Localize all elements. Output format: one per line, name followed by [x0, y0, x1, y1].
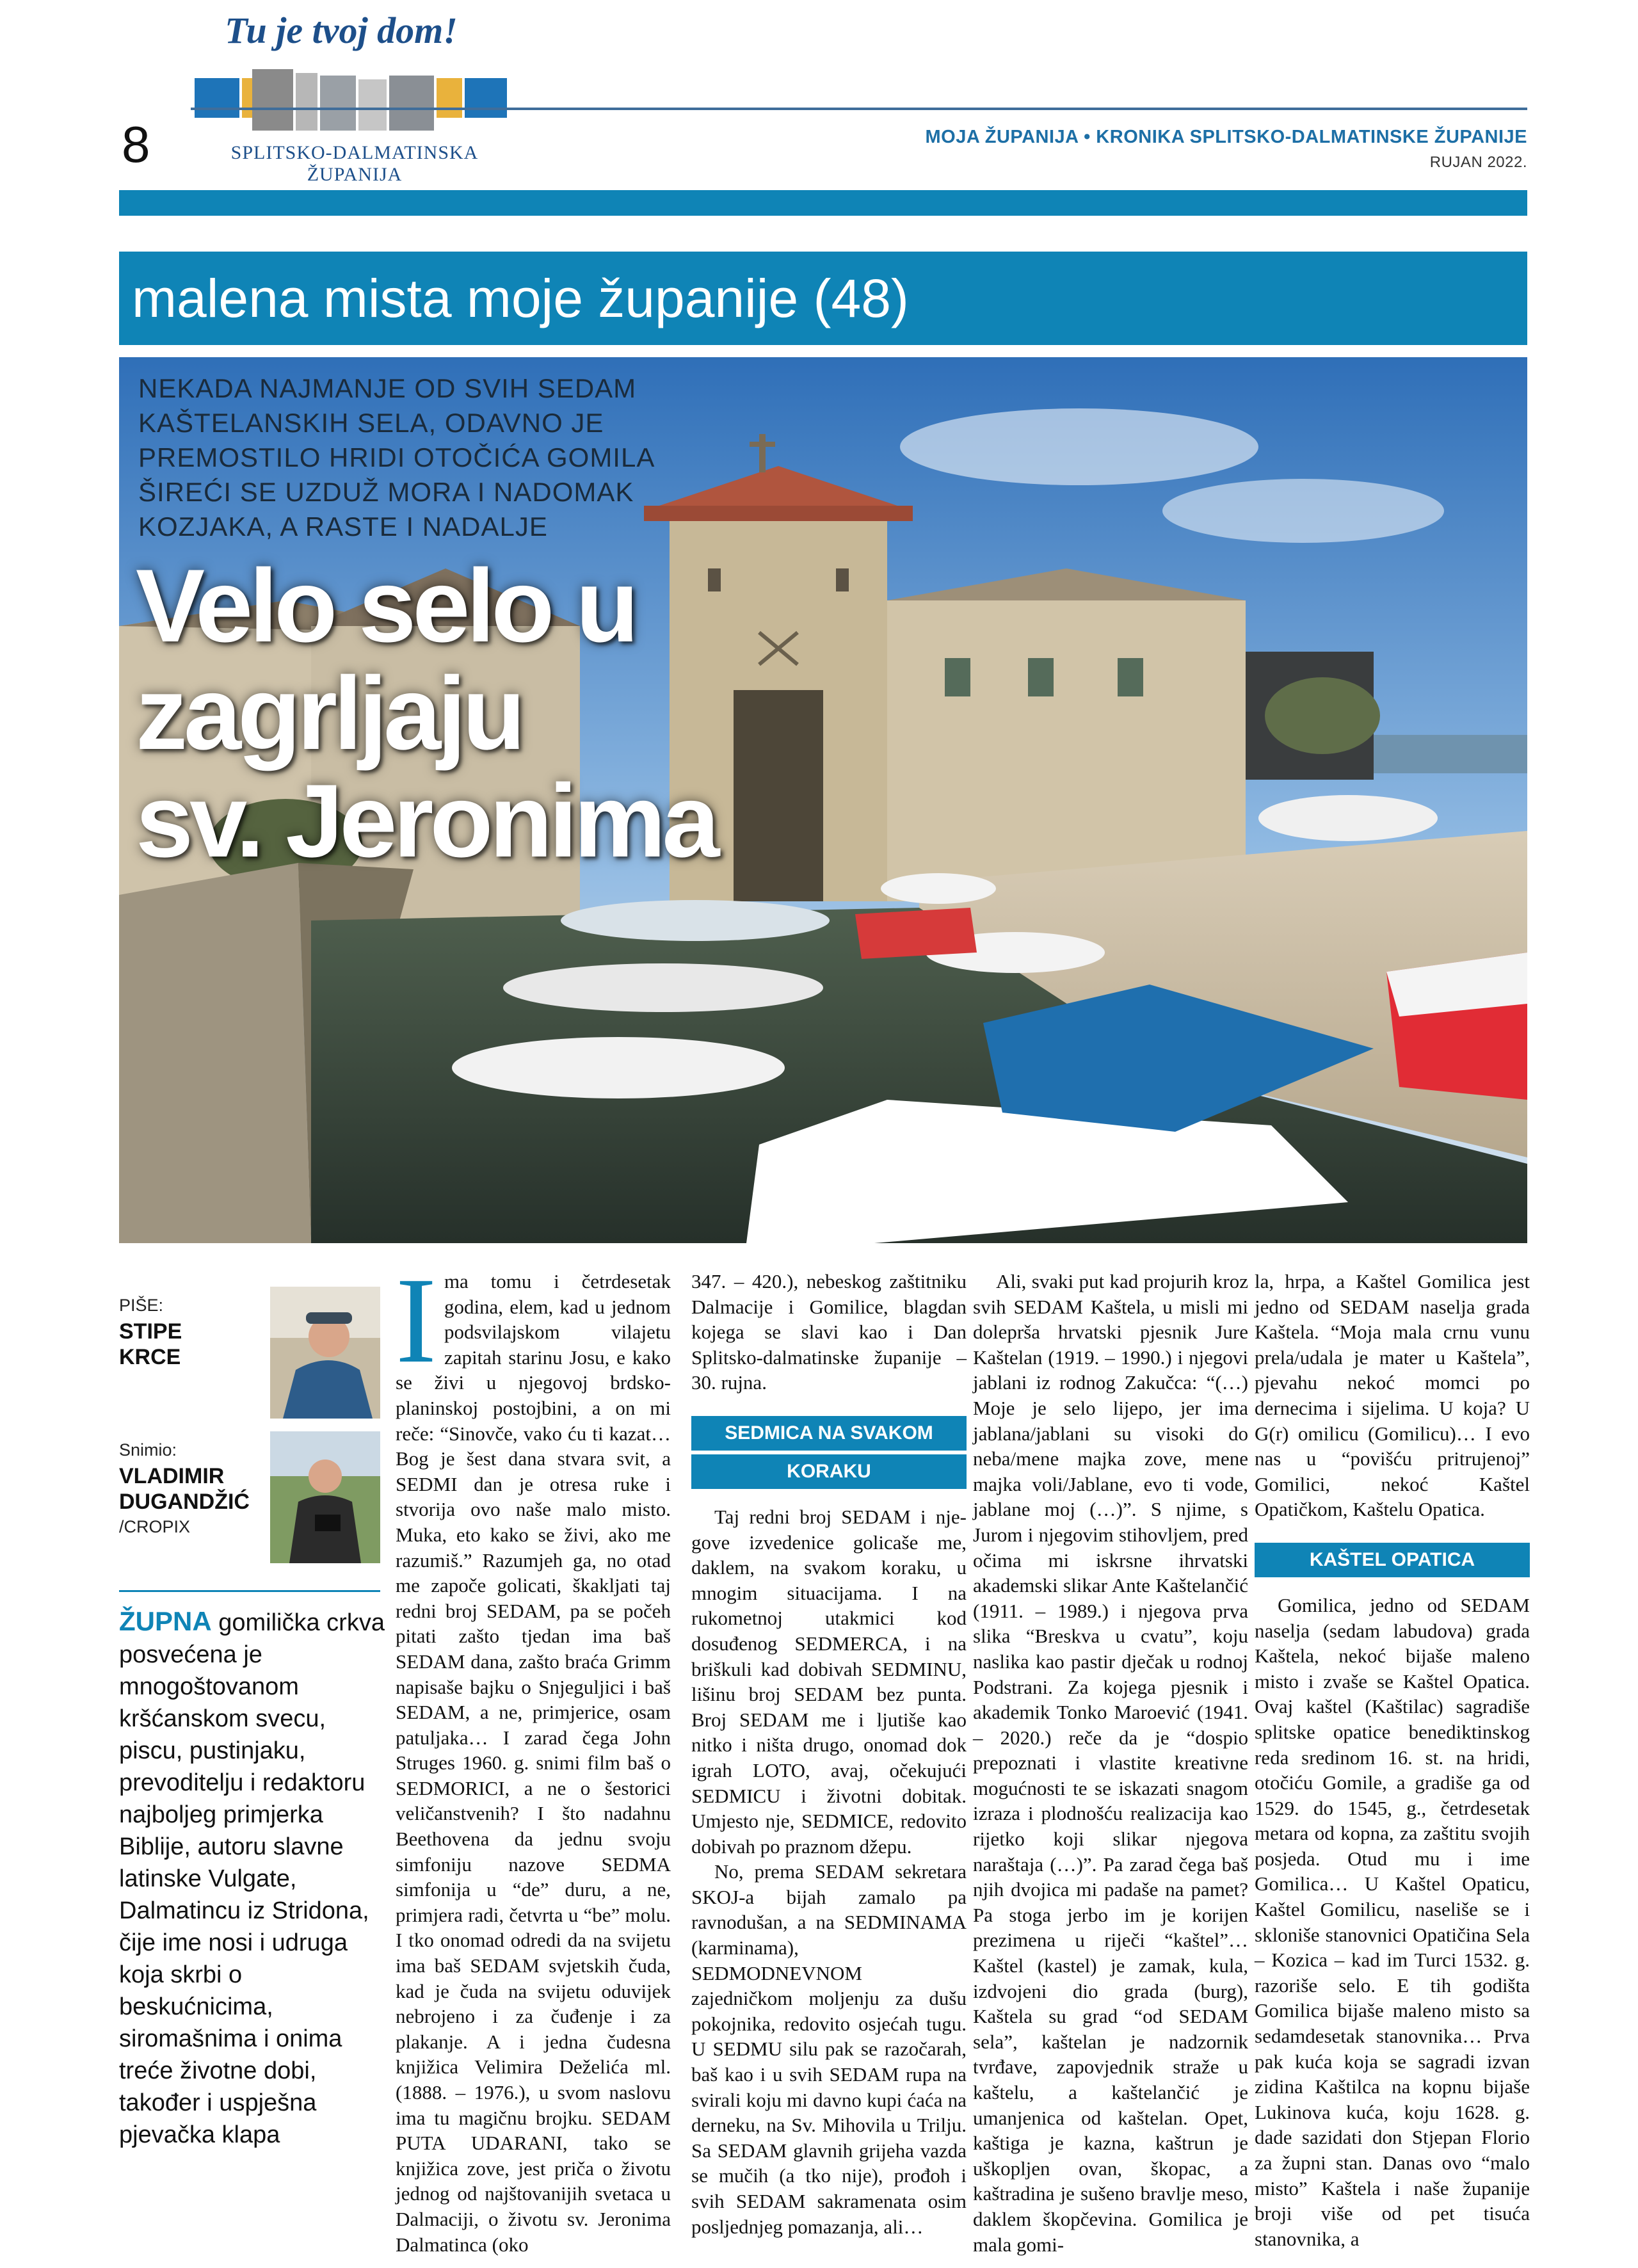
article-column-2 — [691, 1269, 967, 2239]
author-first-name: STIPE — [119, 1319, 182, 1344]
headline-line: zagrljaju — [136, 655, 522, 771]
photographer-last-name: DUGANDŽIĆ — [119, 1490, 250, 1514]
article-column-1 — [396, 1252, 671, 2257]
masthead-slogan: Tu je tvoj dom! — [225, 10, 458, 51]
photographer-first-name: VLADIMIR — [119, 1464, 225, 1488]
article-paragraph: Gomilica, jedno od SEDAM naselja (sedam labudova) grada Kaštela, nekoć bijaše maleno misto i zvaše se Kaštel Opatica. Ovaj kaštel (Kaštilac) sagradiše splitske opatice benediktinskog reda sredinom 16. st. na hridi, otočiću Gomile, a gradiše ga od 1529. do 1545, g., četrdesetak metara od kopna, za zaštitu svojih posjeda. Otud mu i ime Gomilica… U Kaštel Opaticu, Kaštel Gomilicu, naseliše se i skloniše stanovnici Opatičina Sela – Kozica – kad im Turci 1532. g. razoriše selo. E tih godišta Gomilica bijaše maleno misto sa sedamdesetak stanovnika… Prva pak kuća koja se sagradi izvan zidina Kaštilca na kopnu bijaše Lukinova kuća, koju 1628. g. dade sazidati don Stjepan Florio za župni stan. Danas ovo “malo misto” Kaštela i naše županije broji više od pet tisuća stanovnika, a — [1255, 1593, 1530, 2250]
subheading-box — [691, 1416, 967, 1489]
article-column-3 — [973, 1269, 1248, 2257]
photo-caption — [119, 1605, 388, 2151]
photographer-name — [119, 1463, 250, 1515]
article-paragraph: la, hrpa, a Kaštel Gomilica jest jedno od SEDAM naselja grada Kaštela. “Moja mala crnu vunu prela/udala je mater u Kaštela”, pjevahu nekoć momci po dernecima i sijelima. U koja? U G(r) omilicu (Gomilicu)… I evo nas u “povišću pritrujenoj” Gomilici, nekoć Kaštel Opatičkom, Kaštelu Opatica. — [1255, 1270, 1530, 1521]
caption-text: gomilička crkva posvećena je mnogoštovanom kršćanskom svecu, piscu, pustinjaku, prevoditelju i redaktoru najboljeg primjerka Biblije, autoru slavne latinske Vulgate, Dalmatincu iz Stridona, čije ime nosi i udruga koja skrbi o beskućnicima, siromašnima i onima treće životne dobi, također i uspješna pjevačka klapa — [119, 1609, 385, 2148]
logo-name: SPLITSKO-DALMATINSKA ŽUPANIJA — [230, 142, 479, 185]
headline-line: sv. Jeronima — [136, 763, 716, 879]
caption-lead: ŽUPNA — [119, 1606, 212, 1636]
author-name — [119, 1319, 182, 1370]
header-rule — [191, 108, 1527, 110]
publication-title: MOJA ŽUPANIJA • KRONIKA SPLITSKO-DALMATINSKE ŽUPANIJE — [925, 127, 1527, 147]
issue-date: RUJAN 2022. — [1429, 154, 1527, 171]
article-kicker: NEKADA NAJMANJE OD SVIH SEDAM KAŠTELANSKIH SELA, ODAVNO JE PREMOSTILO HRIDI OTOČIĆA GOMILA ŠIREĆI SE UZDUŽ MORA I NADOMAK KOZJAKA, A RASTE I NADALJE — [138, 373, 654, 542]
subheading: SEDMICA NA SVAKOM — [691, 1416, 967, 1451]
article-column-4 — [1255, 1269, 1530, 2251]
page-number: 8 — [122, 116, 150, 173]
header-bar — [119, 190, 1527, 216]
article-paragraph: 347. – 420.), nebeskog zaštitniku Dalmacije i Gomilice, blagdan kojega se slavi kao i Dan Splitsko-dalmatinske županije – 30. rujna. — [691, 1270, 967, 1394]
photographer-label: Snimio: — [119, 1440, 177, 1460]
author-label: PIŠE: — [119, 1296, 164, 1315]
author-photo — [270, 1287, 380, 1419]
article-paragraph: Ali, svaki put kad projurih kroz svih SEDAM Kaštela, u misli mi dolepršа hrvatski pjesnik Jure Kaštelan (1919. – 1990.) i njegovi jablani iz rodnog Zakučca: “(…) Moje je selo lijepo, jer ima jablana/jablani su visoki do neba/mene majka zove, mene majka voli/Jablane, evo ti vode, jablane moj (…)”. S njime, s Jurom i njegovim stihovljem, pred očima mi iskrsne ihrvatski akademski slikar Ante Kaštelančić (1911. – 1989.) i njegova prva slika “Breskva u cvatu”, koju naslika kao pastir dječak u rodnoj Podstrani. Za kojega pjesnik i akademik Tonko Maroević (1941. – 2020.) reče da je “dospio prepoznati i vlastite kreativne mogućnosti te se iskazati snagom izraza i plodnošću realizacija kao rijetko koji slikar njegova naraštaja (…)”. Pa zarad čega baš njih dvojica mi padaše na pamet? Pa stoga jerbo im je korijen prezimena u riječi “kaštel”… Kaštel (kastel) je zamak, kula, izdvojeni dio grada (burg), Kaštela su grad “od SEDAM sela”, kaštelan je nadzornik tvrđave, zapovjednik straže u kaštelu, a kaštelančić je umanjenica od kaštelan. Opet, kaštiga je kazna, kaštrun je uškopljen ovan, škopac, a kaštradina je sušeno bravlje meso, daklem škopčevina. Gomilica je mala gomi- — [973, 1270, 1248, 2256]
subheading-box — [1255, 1543, 1530, 1577]
author-last-name: KRCE — [119, 1345, 181, 1369]
article-paragraph — [396, 1252, 671, 2257]
subheading: KORAKU — [691, 1454, 967, 1489]
article-headline — [136, 548, 840, 879]
series-banner: malena mista moje županije (48) — [119, 252, 1527, 345]
subheading: KAŠTEL OPATICA — [1255, 1543, 1530, 1577]
drop-cap: I — [396, 1252, 437, 1388]
photo-agency: /CROPIX — [119, 1517, 191, 1536]
article-paragraph: Taj redni broj SEDAM i nje- gove izvedenice golicaše me, daklem, na svakom koraku, u mnogim situacijama. I na rukometnoj utakmici kod dosuđenog SEDMERCA, i na briškuli kad dobivah SEDMINU, lišinu broj SEDAM bez punta. Broj SEDAM me i ljutiše kao nitko i ništa drugo, onomad dok igrah LOTO, avaj, očekujući SEDMICU i životni dobitak. Umjesto nje, SEDMICE, redovito dobivah po praznom džepu. — [691, 1505, 967, 1858]
headline-line: Velo selo u — [136, 548, 636, 664]
sidebar-rule — [119, 1590, 380, 1592]
article-paragraph: No, prema SEDAM sekretara SKOJ-a bijah zamalo pa ravnodušan, a na SEDMINAMA (karminama), SEDMODNEVNOM zajedničkom moljenju za dušu pokojnika, redovito osjećah tugu. U SEDMU silu pak se razočarah, baš kao i u svih SEDAM rupa na svirali koju mi davno kupi ćaća na derneku, na Sv. Mihovila u Trilju. Sa SEDAM glavnih grijeha vazda se mučih (a tko nije), prođoh i svih SEDAM sakramenata osim posljednjeg pomazanja, ali… — [691, 1860, 967, 2238]
hero-photo — [119, 357, 1527, 1243]
paragraph-text: ma tomu i četrdesetak godina, elem, kad u jednom podsvilajskom vilajetu zapitah starinu Josu, e kako se živi u njegovoj brdsko-planinskoj postojbini, a on mi reče: “Sinovče, vako ću ti kazat… Bog je šest dana stvara svit, a SEDMI dan je otresa ruke i stvorija ovo naše malo misto. Muka, eto kako se živi, ako me razumiš.” Razumjeh ga, no otad me započe golicati, škakljati taj redni broj SEDAM, pa se počeh pitati zašto tjedan ima baš SEDAM dana, zašto braća Grimm napisaše bajku o Snjeguljici i baš SEDAM, a ne, primjerice, osam patuljaka… I zarad čega John Struges 1960. g. snimi film baš o SEDMORICI, a ne o šestorici veličanstvenih? I što nadahnu Beethovena da jednu svoju simfoniju nazove SEDMA simfonija u “de” duru, a ne, primjera radi, četvrta u “be” molu. I tko onomad odredi da na svijetu ima baš SEDAM svjetskih čuda, kad je čuda na svijetu oduvijek nebrojeno i za čuđenje i za plakanje. A i jedna čudesna knjižica Velimira Deželića ml. (1888. – 1976.), u svom naslovu ima tu magičnu brojku. SEDAM PUTA UDARANI, tako se knjižica zove, jest priča o životu jednog od najštovanijih svetaca u Dalmaciji, o životu sv. Jeronima Dalmatinca (oko — [396, 1270, 671, 2256]
photographer-photo — [270, 1431, 380, 1563]
